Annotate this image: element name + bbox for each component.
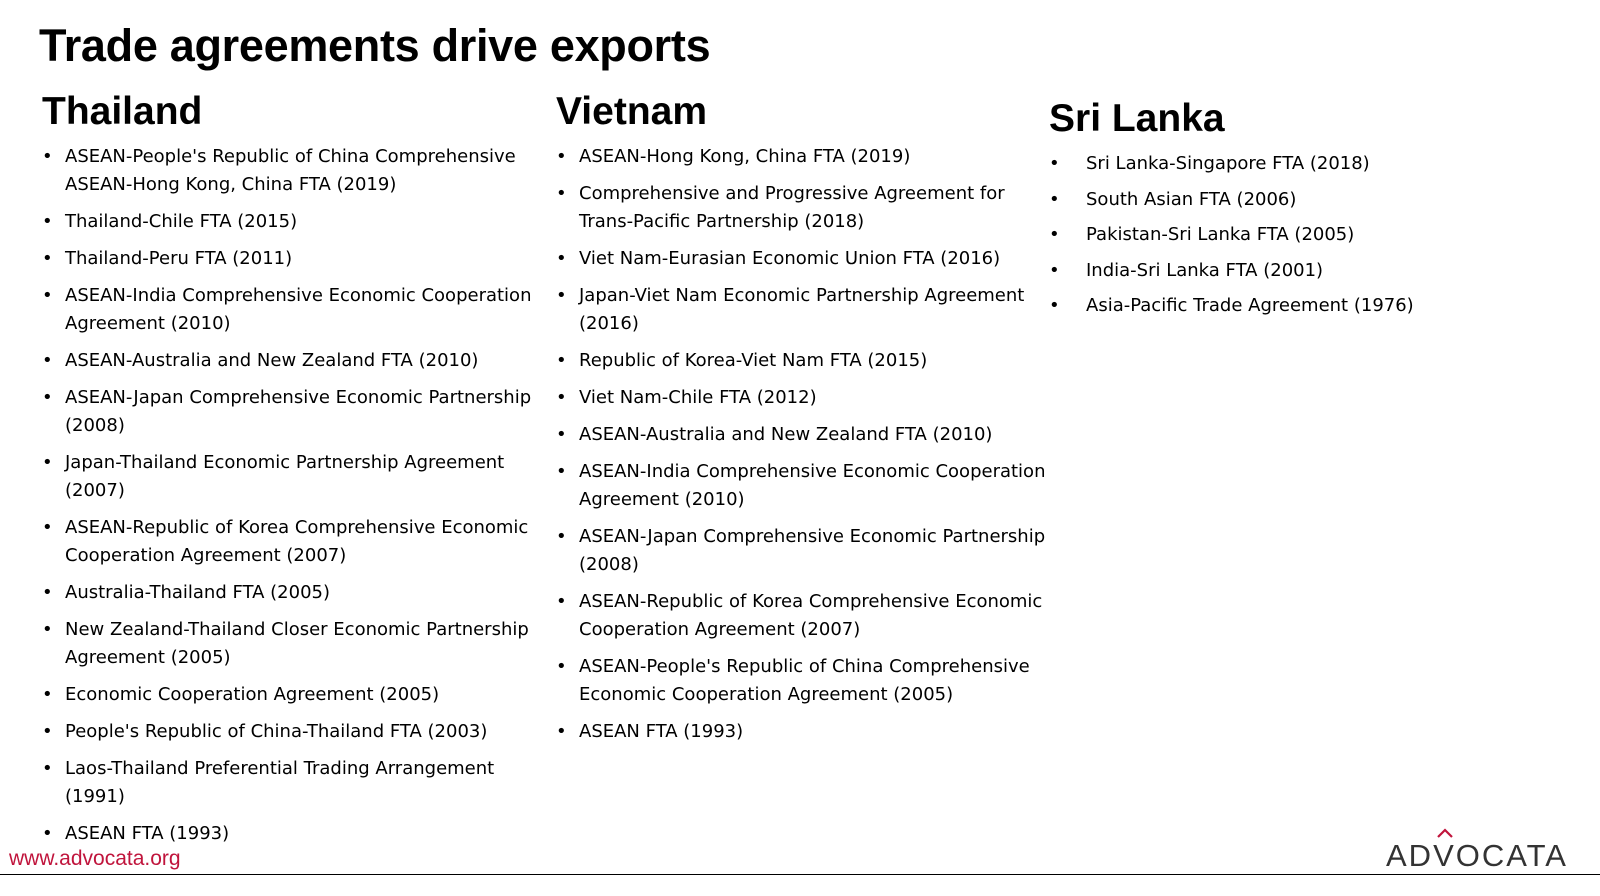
- thailand-heading: Thailand: [42, 90, 203, 133]
- agreement-text: ASEAN-Hong Kong, China FTA (2019): [579, 146, 911, 167]
- agreement-text: ASEAN-People's Republic of China Comprehensive ASEAN-Hong Kong, China FTA (2019): [65, 146, 516, 195]
- list-item: [1049, 221, 1549, 249]
- agreement-text: ASEAN-Republic of Korea Comprehensive Economic Cooperation Agreement (2007): [579, 591, 1043, 640]
- list-item: [556, 653, 1046, 709]
- agreement-text: Economic Cooperation Agreement (2005): [65, 684, 440, 705]
- list-item: [42, 449, 532, 505]
- bullet-icon: •: [42, 758, 53, 779]
- list-item: [42, 681, 532, 709]
- srilanka-agreements-list: [1049, 150, 1549, 320]
- bullet-icon: •: [1049, 188, 1060, 210]
- agreement-text: Thailand-Peru FTA (2011): [65, 248, 293, 269]
- website-link[interactable]: www.advocata.org: [9, 847, 181, 870]
- list-item: [42, 208, 532, 236]
- list-item: [42, 245, 532, 273]
- list-item: [556, 523, 1046, 579]
- bullet-icon: •: [556, 656, 567, 677]
- agreement-text: New Zealand-Thailand Closer Economic Partnership Agreement (2005): [65, 619, 529, 668]
- list-item: [556, 588, 1046, 644]
- vietnam-column: [556, 89, 1046, 755]
- bullet-icon: •: [556, 424, 567, 445]
- agreement-text: People's Republic of China-Thailand FTA (2003): [65, 721, 488, 742]
- agreement-text: Viet Nam-Chile FTA (2012): [579, 387, 817, 408]
- bullet-icon: •: [556, 146, 567, 167]
- bullet-icon: •: [556, 526, 567, 547]
- list-item: [42, 384, 532, 440]
- list-item: [1049, 257, 1549, 285]
- agreement-text: ASEAN-Japan Comprehensive Economic Partnership (2008): [65, 387, 532, 436]
- bullet-icon: •: [556, 591, 567, 612]
- agreement-text: ASEAN-India Comprehensive Economic Cooperation Agreement (2010): [579, 461, 1046, 510]
- agreement-text: Comprehensive and Progressive Agreement for Trans-Pacific Partnership (2018): [579, 183, 1005, 232]
- srilanka-column: [1049, 96, 1549, 328]
- agreement-text: South Asian FTA (2006): [1086, 188, 1297, 210]
- list-item: [1049, 292, 1549, 320]
- vietnam-agreements-list: [556, 143, 1046, 746]
- agreement-text: ASEAN-Japan Comprehensive Economic Partnership (2008): [579, 526, 1046, 575]
- agreement-text: ASEAN-Australia and New Zealand FTA (2010): [579, 424, 993, 445]
- footer-divider: [0, 874, 1600, 875]
- list-item: [556, 718, 1046, 746]
- thailand-column: [42, 89, 532, 857]
- slide-title: Trade agreements drive exports: [39, 20, 711, 71]
- agreement-text: Thailand-Chile FTA (2015): [65, 211, 298, 232]
- list-item: [556, 458, 1046, 514]
- bullet-icon: •: [1049, 224, 1060, 245]
- agreement-text: ASEAN-Australia and New Zealand FTA (2010): [65, 350, 479, 371]
- bullet-icon: •: [42, 285, 53, 306]
- bullet-icon: •: [42, 721, 53, 742]
- bullet-icon: •: [42, 146, 53, 167]
- list-item: [42, 143, 532, 199]
- agreement-text: ASEAN FTA (1993): [65, 823, 230, 844]
- bullet-icon: •: [556, 183, 567, 204]
- list-item: [556, 245, 1046, 273]
- agreement-text: Republic of Korea-Viet Nam FTA (2015): [579, 350, 928, 371]
- bullet-icon: •: [556, 721, 567, 742]
- bullet-icon: •: [42, 684, 53, 705]
- list-item: [1049, 150, 1549, 178]
- list-item: [556, 143, 1046, 171]
- bullet-icon: •: [1049, 295, 1060, 316]
- bullet-icon: •: [1049, 259, 1060, 281]
- list-item: [556, 180, 1046, 236]
- logo-chevron-stroke: [1438, 830, 1452, 837]
- list-item: [42, 514, 532, 570]
- agreement-text: Laos-Thailand Preferential Trading Arrangement (1991): [65, 758, 495, 807]
- bullet-icon: •: [42, 582, 53, 603]
- bullet-icon: •: [42, 517, 53, 538]
- agreement-text: Pakistan-Sri Lanka FTA (2005): [1086, 224, 1355, 245]
- bullet-icon: •: [556, 350, 567, 371]
- agreement-text: ASEAN-India Comprehensive Economic Cooperation Agreement (2010): [65, 285, 532, 334]
- agreement-text: ASEAN-People's Republic of China Comprehensive Economic Cooperation Agreement (2005): [579, 656, 1030, 705]
- bullet-icon: •: [42, 387, 53, 408]
- bullet-icon: •: [556, 387, 567, 408]
- list-item: [42, 282, 532, 338]
- bullet-icon: •: [556, 285, 567, 306]
- agreement-text: ASEAN FTA (1993): [579, 721, 744, 742]
- bullet-icon: •: [42, 452, 53, 473]
- list-item: [556, 282, 1046, 338]
- agreement-text: Japan-Viet Nam Economic Partnership Agreement (2016): [579, 285, 1025, 334]
- bullet-icon: •: [556, 461, 567, 482]
- list-item: [42, 347, 532, 375]
- srilanka-heading: Sri Lanka: [1049, 97, 1225, 140]
- list-item: [556, 384, 1046, 412]
- list-item: [42, 616, 532, 672]
- thailand-agreements-list: [42, 143, 532, 848]
- list-item: [1049, 186, 1549, 214]
- list-item: [42, 755, 532, 811]
- logo-chevron-icon: [1436, 828, 1454, 838]
- agreement-text: Japan-Thailand Economic Partnership Agreement (2007): [65, 452, 505, 501]
- agreement-text: ASEAN-Republic of Korea Comprehensive Economic Cooperation Agreement (2007): [65, 517, 529, 566]
- agreement-text: Asia-Pacific Trade Agreement (1976): [1086, 295, 1414, 316]
- bullet-icon: •: [1049, 153, 1060, 174]
- agreement-text: Sri Lanka-Singapore FTA (2018): [1086, 153, 1370, 174]
- bullet-icon: •: [42, 619, 53, 640]
- list-item: [556, 421, 1046, 449]
- advocata-logo: [1386, 826, 1566, 874]
- agreement-text: Australia-Thailand FTA (2005): [65, 582, 331, 603]
- vietnam-heading: Vietnam: [556, 90, 708, 133]
- list-item: [42, 579, 532, 607]
- agreement-text: India-Sri Lanka FTA (2001): [1086, 259, 1324, 281]
- list-item: [42, 820, 532, 848]
- bullet-icon: •: [42, 211, 53, 232]
- agreement-text: Viet Nam-Eurasian Economic Union FTA (2016): [579, 248, 1001, 269]
- bullet-icon: •: [42, 248, 53, 269]
- bullet-icon: •: [42, 823, 53, 844]
- logo-wordmark: ADVOCATA: [1386, 838, 1568, 873]
- bullet-icon: •: [556, 248, 567, 269]
- list-item: [42, 718, 532, 746]
- list-item: [556, 347, 1046, 375]
- bullet-icon: •: [42, 350, 53, 371]
